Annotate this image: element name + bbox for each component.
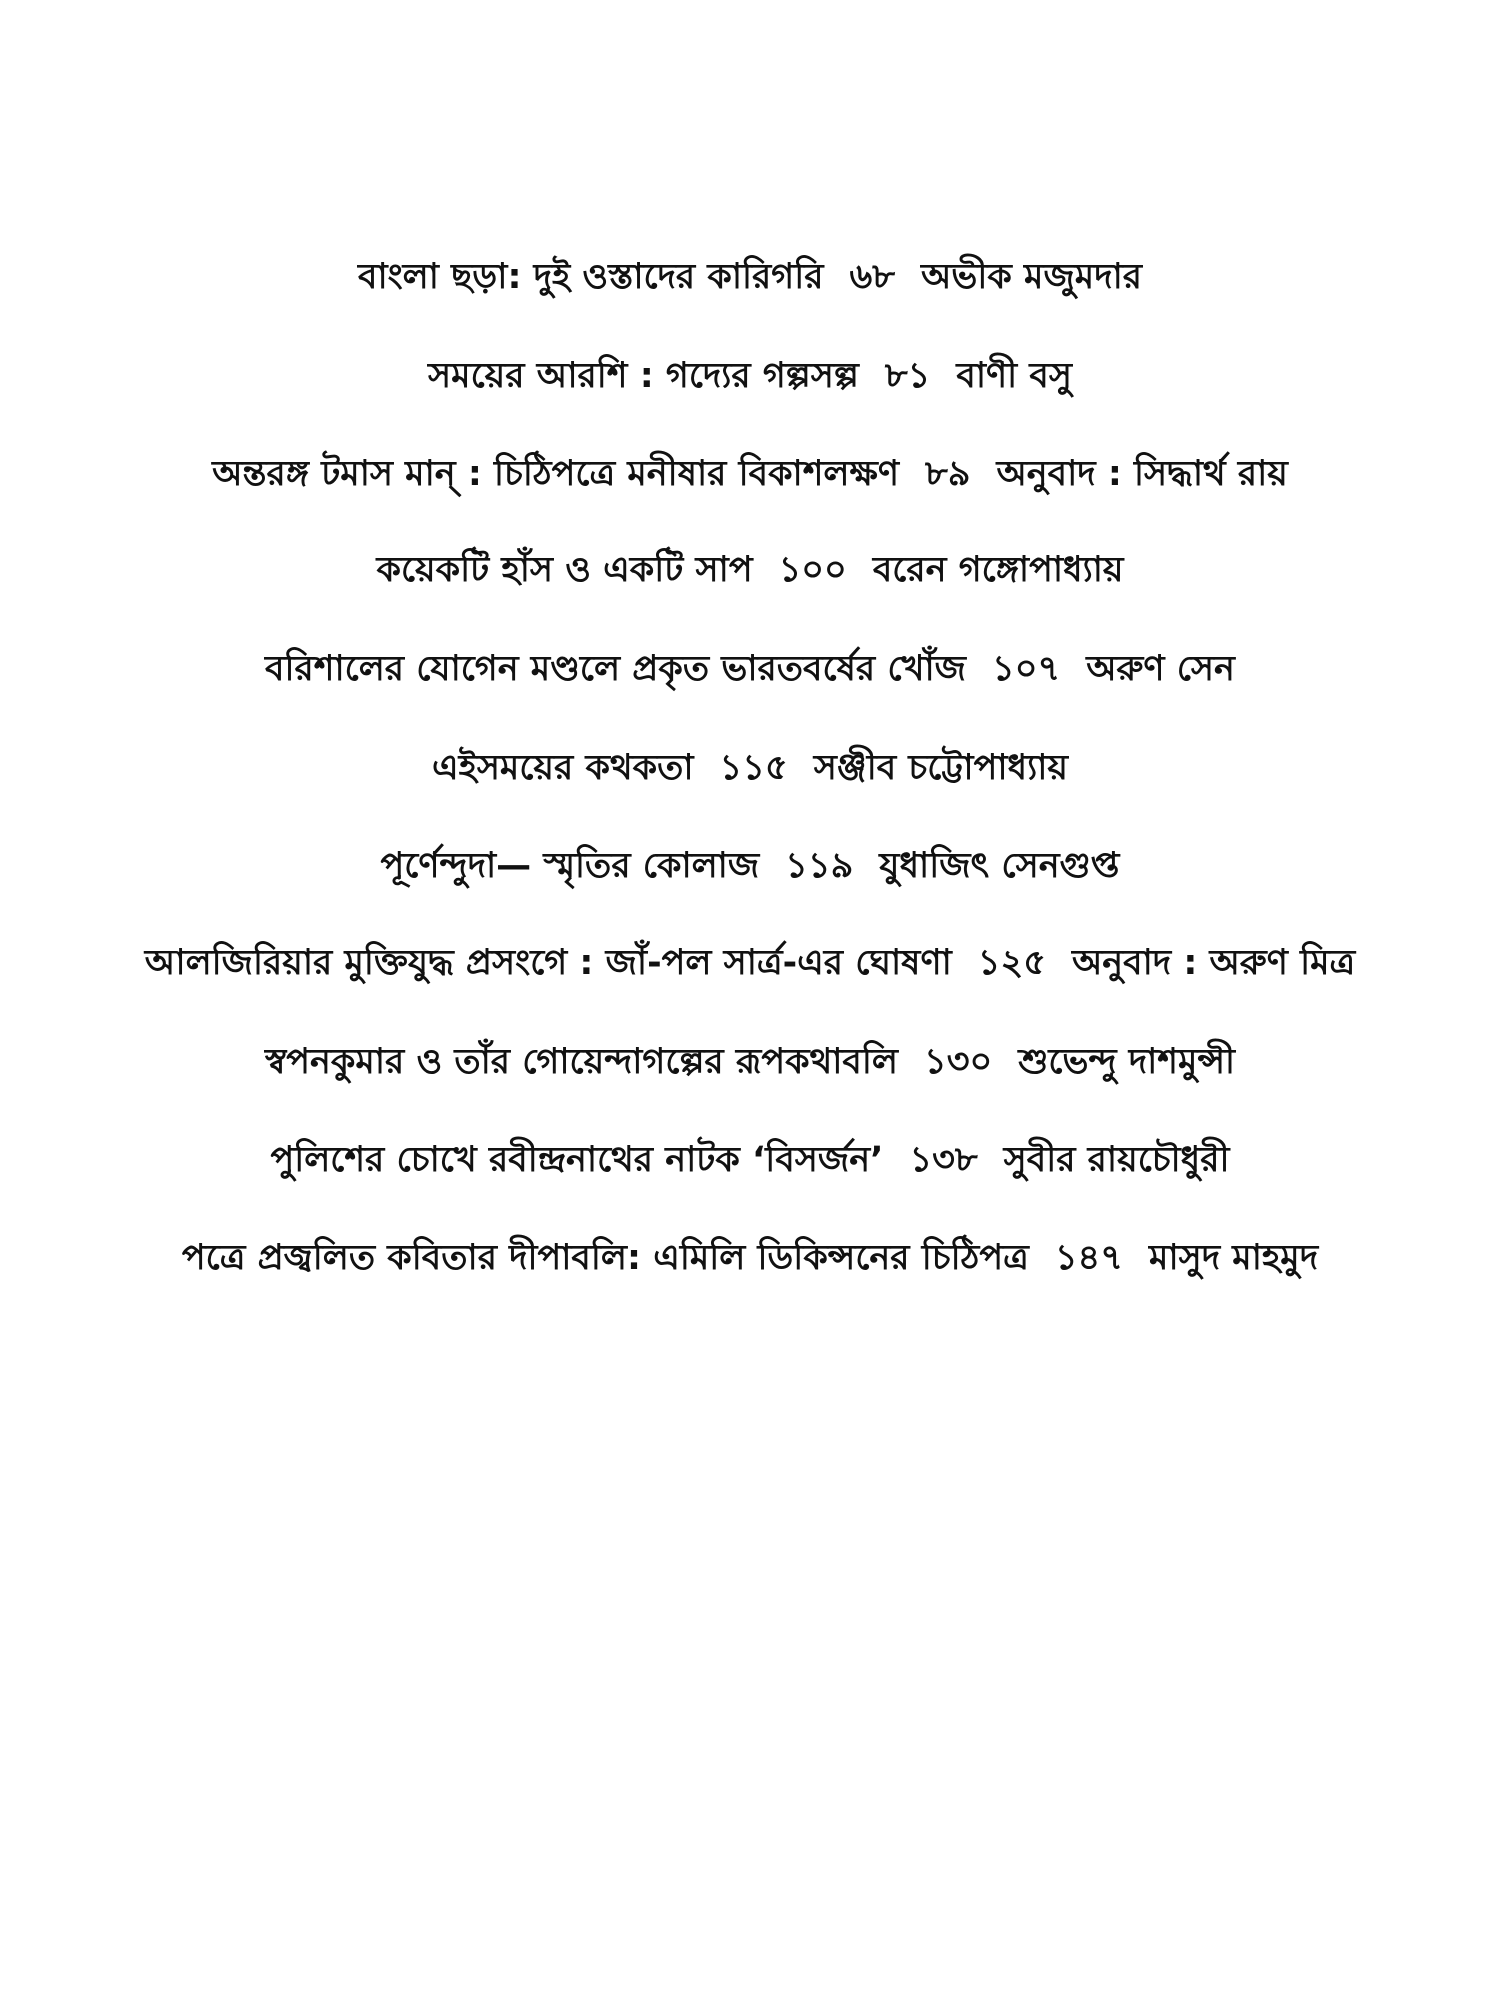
toc-entry [40,736,1460,800]
entry-author: সঞ্জীব চট্টোপাধ্যায় [813,747,1069,788]
toc-entry [40,1226,1460,1290]
entry-author: অভীক মজুমদার [920,256,1143,297]
entry-author: অরুণ সেন [1086,648,1235,689]
toc-entry [40,1128,1460,1192]
toc-entry [40,637,1460,701]
entry-page-number: ১০৭ [991,648,1061,689]
entry-page-number: ১০০ [778,549,847,590]
entry-title: সময়ের আরশি : গদ্যের গল্পসল্প [428,355,859,396]
toc-entry [40,538,1460,602]
entry-author: বরেন গঙ্গোপাধ্যায় [872,549,1124,590]
toc-entry [40,834,1460,898]
entry-author: যুধাজিৎ সেনগুপ্ত [879,845,1120,886]
entry-author: বাণী বসু [956,355,1072,396]
entry-page-number: ৮৯ [925,453,971,494]
entry-page-number: ১১৫ [719,747,788,788]
toc-entry [40,245,1460,309]
entry-page-number: ১৩০ [923,1041,993,1082]
entry-page-number: ৮১ [884,355,931,396]
entry-page-number: ১৩৮ [909,1139,978,1180]
entry-title: অন্তরঙ্গ টমাস মান্ : চিঠিপত্রে মনীষার বিকাশলক্ষণ [212,453,900,494]
entry-title: আলজিরিয়ার মুক্তিযুদ্ধ প্রসংগে : জাঁ-পল সার্ত্র-এর ঘোষণা [144,942,952,983]
entry-author: অনুবাদ : অরুণ মিত্র [1071,942,1356,983]
entry-title: স্বপনকুমার ও তাঁর গোয়েন্দাগল্পের রূপকথাবলি [264,1041,898,1082]
toc-entry [40,931,1460,995]
toc-entry [40,442,1460,506]
entry-page-number: ১২৫ [977,942,1046,983]
toc-entry [40,1030,1460,1094]
entry-title: পূর্ণেন্দুদা— স্মৃতির কোলাজ [380,845,760,886]
entry-title: এইসময়ের কথকতা [431,747,694,788]
entry-title: পত্রে প্রজ্বলিত কবিতার দীপাবলি: এমিলি ডিকিন্সনের চিঠিপত্র [181,1237,1029,1278]
entry-title: বাংলা ছড়া: দুই ওস্তাদের কারিগরি [357,256,824,297]
entry-page-number: ১৪৭ [1054,1237,1124,1278]
entry-title: কয়েকটি হাঁস ও একটি সাপ [376,549,753,590]
entry-author: অনুবাদ : সিদ্ধার্থ রায় [996,453,1288,494]
entry-page-number: ৬৮ [849,256,895,297]
entry-title: বরিশালের যোগেন মণ্ডলে প্রকৃত ভারতবর্ষের খোঁজ [265,648,966,689]
entry-title: পুলিশের চোখে রবীন্দ্রনাথের নাটক ‘বিসর্জন’ [270,1139,884,1180]
entry-author: সুবীর রায়চৌধুরী [1003,1139,1230,1180]
entry-author: শুভেন্দু দাশমুন্সী [1018,1041,1235,1082]
toc-entry [40,344,1460,408]
entry-author: মাসুদ মাহমুদ [1149,1237,1319,1278]
entry-page-number: ১১৯ [785,845,854,886]
